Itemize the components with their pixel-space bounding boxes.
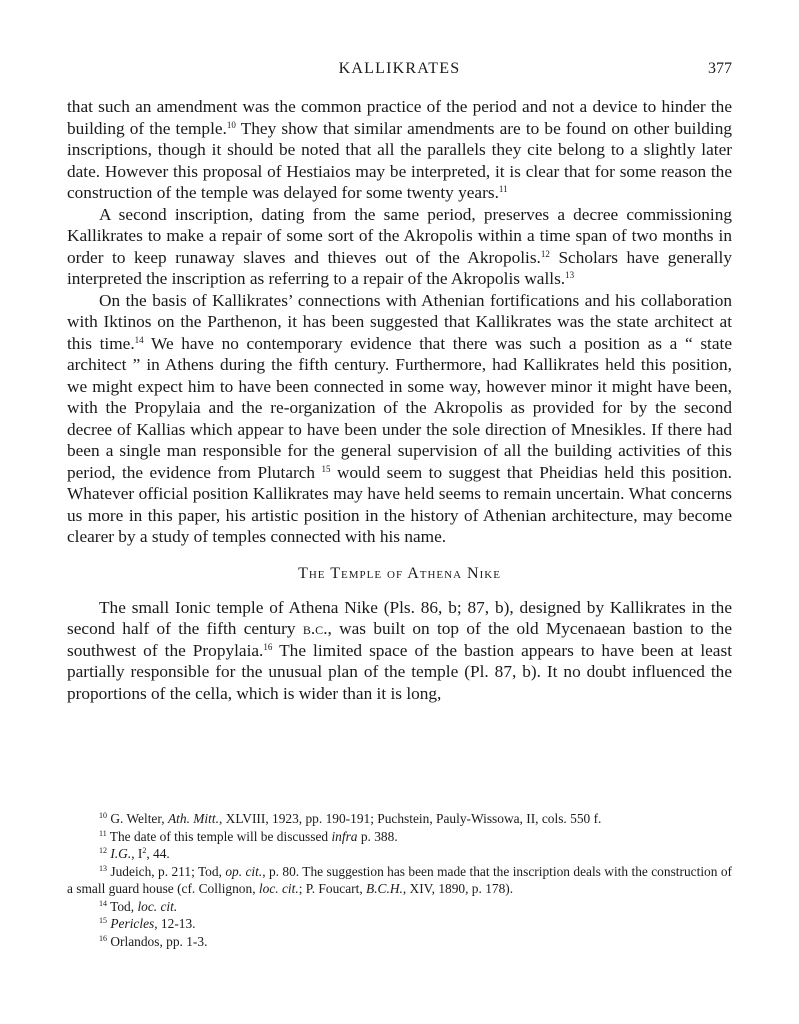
footnote (67, 810, 732, 828)
running-title: KALLIKRATES (338, 60, 461, 77)
footnote-ref: 13 (99, 863, 107, 873)
footnote (67, 845, 732, 863)
italic-text: op. cit. (225, 863, 263, 879)
footnote-ref: 16 (99, 933, 107, 943)
text-run: The limited space of the bastion appears to have been at least partially responsible for the unusual plan of the temple (Pl. 87, b). It no doubt influenced the proportions of the cella, which is wider than it is long, (67, 640, 732, 703)
text-run: that such an amendment was the common practice of the period and not a device to hinder the building of the temple. (67, 97, 732, 138)
paragraph (67, 204, 732, 290)
italic-text: I.G. (110, 846, 132, 861)
paragraph (67, 597, 732, 705)
footnote-ref: 12 (99, 846, 107, 855)
footnote-ref: 14 (134, 334, 144, 345)
text-run: The date of this temple will be discussed (106, 828, 332, 844)
footnote-ref: 11 (498, 184, 508, 194)
text-run: They show that similar amendments are to be found on other building inscriptions, though it should be noted that all the parallels they cite belong to a slightly later date. However this proposal of Hestiaios may be interpreted, it is clear that for some reason the construction of the temple was delayed for some twenty years. (67, 118, 733, 202)
text-run: , XLVIII, 1923, pp. 190-191; Puchstein, Pauly-Wissowa, II, cols. 550 f. (218, 811, 602, 826)
footnote-ref: 2 (142, 846, 147, 855)
text-run: Tod, (107, 898, 138, 914)
italic-text: loc. cit. (137, 898, 178, 914)
text-run: , 44. (146, 846, 170, 861)
text-run: would seem to suggest that Pheidias held this position. Whatever official position Kallikrates may have held seems to remain uncertain. What concerns us more in this paper, his artistic position in the history of Athenian architecture, may become clearer by a study of temples connected with his name. (67, 462, 732, 546)
text-run: , XIV, 1890, p. 178). (402, 881, 514, 896)
paragraph (67, 96, 732, 204)
text-run: Judeich, p. 211; Tod, (107, 863, 226, 879)
text-run: , p. 80. The suggestion has been made that the inscription deals with the construction of a small guard house (cf. Collignon, (67, 863, 732, 896)
footnote (67, 915, 732, 933)
footnote-ref: 15 (321, 463, 331, 474)
text-run: p. 388. (357, 828, 398, 844)
text-run: The small Ionic temple of Athena Nike (Pls. 86, b; 87, b), designed by Kallikrates in the second half of the fifth century (67, 597, 732, 638)
footnote (67, 898, 732, 916)
footnote-ref: 11 (99, 828, 107, 838)
footnote-ref: 13 (565, 270, 575, 280)
text-run: , 12-13. (154, 916, 196, 931)
footnote-ref: 16 (263, 641, 273, 652)
footnote (67, 933, 732, 951)
footnote-ref: 10 (226, 119, 236, 130)
paragraph (67, 290, 732, 548)
footnote-ref: 15 (99, 916, 107, 925)
text-run: , was built on top of the old Mycenaean bastion to the southwest of the Propylaia. (67, 619, 732, 660)
main-text (67, 96, 732, 704)
italic-text: loc. cit. (258, 881, 299, 896)
footnote (67, 828, 732, 846)
text-run: Orlandos, pp. 1-3. (107, 933, 208, 949)
text-run: Scholars have generally interpreted the inscription as referring to a repair of the Akropolis walls. (67, 247, 732, 288)
footnote (67, 863, 732, 898)
footnote-ref: 10 (99, 811, 107, 820)
running-header (67, 60, 732, 82)
page-number: 377 (708, 60, 732, 77)
text-run: , I (131, 846, 143, 861)
text-run: ; P. Foucart, (298, 881, 367, 896)
footnote-ref: 12 (540, 248, 550, 259)
footnotes (67, 810, 732, 950)
section-heading: The Temple of Athena Nike (298, 564, 501, 582)
small-caps-text: b.c. (302, 619, 328, 638)
footnote-ref: 14 (99, 898, 107, 908)
italic-text: infra (331, 828, 358, 844)
text-run: We have no contemporary evidence that there was such a position as a “ state architect ” in Athens during the fifth century. Furthermore, had Kallikrates held this position, we might expect him to have been connected in some way, however minor it might have been, with the Propylaia and the re-organization of the Akropolis as provided for by the second decree of Kallias which appear to have been under the sole direction of Mnesikles. If there had been a single man responsible for the general supervision of all the building activities of this period, the evidence from Plutarch (67, 333, 732, 482)
italic-text: Pericles (110, 916, 155, 931)
text-run: On the basis of Kallikrates’ connections with Athenian fortifications and his collaboration with Iktinos on the Parthenon, it has been suggested that Kallikrates was the state architect at this time. (67, 290, 732, 353)
italic-text: B.C.H. (366, 881, 403, 896)
text-run: A second inscription, dating from the same period, preserves a decree commissioning Kallikrates to make a repair of some sort of the Akropolis within a time span of two months in order to keep runaway slaves and thieves out of the Akropolis. (67, 204, 732, 267)
italic-text: Ath. Mitt. (167, 811, 219, 826)
text-run: G. Welter, (107, 811, 168, 826)
